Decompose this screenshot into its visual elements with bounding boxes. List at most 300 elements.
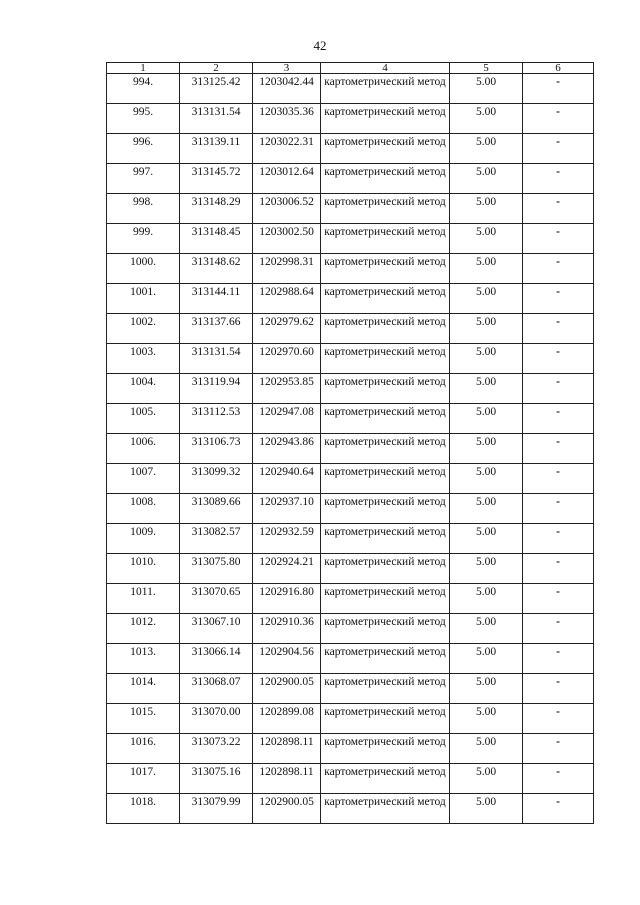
- cell-text: -: [556, 406, 560, 418]
- cell-coordinate-x: [180, 374, 253, 404]
- cell-point-number: [107, 314, 180, 344]
- cell-method: [321, 584, 450, 614]
- cell-method: [321, 674, 450, 704]
- cell-text: 313066.14: [191, 646, 241, 658]
- cell-text: картометрический метод: [324, 736, 446, 748]
- cell-method: [321, 344, 450, 374]
- cell-note: [523, 734, 594, 764]
- cell-accuracy: [450, 554, 523, 584]
- cell-text: -: [556, 706, 560, 718]
- cell-text: 1008.: [130, 496, 156, 508]
- cell-accuracy: [450, 284, 523, 314]
- cell-text: 313125.42: [191, 76, 241, 88]
- table-header-row: [107, 63, 594, 74]
- cell-method: [321, 704, 450, 734]
- cell-coordinate-y: [253, 794, 321, 824]
- cell-point-number: [107, 284, 180, 314]
- cell-text: 5.00: [475, 76, 497, 88]
- column-header: 3: [253, 63, 321, 74]
- cell-text: картометрический метод: [324, 526, 446, 538]
- table-row: [107, 554, 594, 584]
- cell-coordinate-y: [253, 134, 321, 164]
- table-row: [107, 644, 594, 674]
- cell-text: 5.00: [475, 676, 497, 688]
- cell-text: 5.00: [475, 736, 497, 748]
- cell-text: 1005.: [130, 406, 156, 418]
- cell-note: [523, 494, 594, 524]
- cell-text: 1202937.10: [259, 496, 314, 508]
- cell-text: 1203002.50: [259, 226, 314, 238]
- cell-coordinate-y: [253, 284, 321, 314]
- cell-coordinate-y: [253, 164, 321, 194]
- cell-coordinate-x: [180, 494, 253, 524]
- cell-accuracy: [450, 224, 523, 254]
- cell-note: [523, 764, 594, 794]
- cell-text: картометрический метод: [324, 766, 446, 778]
- cell-point-number: [107, 344, 180, 374]
- cell-text: 1202910.36: [259, 616, 314, 628]
- cell-text: -: [556, 376, 560, 388]
- table-row: [107, 194, 594, 224]
- cell-text: картометрический метод: [324, 496, 446, 508]
- cell-text: 5.00: [475, 766, 497, 778]
- table-row: [107, 794, 594, 824]
- cell-text: картометрический метод: [324, 796, 446, 808]
- cell-text: 5.00: [475, 226, 497, 238]
- cell-text: 5.00: [475, 316, 497, 328]
- cell-text: 313145.72: [191, 166, 241, 178]
- cell-text: картометрический метод: [324, 466, 446, 478]
- column-header: 6: [523, 63, 594, 74]
- cell-text: 1202900.05: [259, 676, 314, 688]
- cell-coordinate-x: [180, 794, 253, 824]
- cell-text: 5.00: [475, 166, 497, 178]
- cell-method: [321, 464, 450, 494]
- cell-method: [321, 224, 450, 254]
- cell-text: -: [556, 106, 560, 118]
- cell-note: [523, 674, 594, 704]
- cell-text: картометрический метод: [324, 316, 446, 328]
- cell-text: 5.00: [475, 376, 497, 388]
- cell-text: 1202979.62: [259, 316, 314, 328]
- cell-coordinate-y: [253, 644, 321, 674]
- cell-accuracy: [450, 494, 523, 524]
- table-row: [107, 464, 594, 494]
- cell-point-number: [107, 254, 180, 284]
- table-body: [107, 74, 594, 824]
- cell-text: -: [556, 286, 560, 298]
- cell-method: [321, 554, 450, 584]
- cell-text: 994.: [132, 76, 154, 88]
- cell-note: [523, 194, 594, 224]
- cell-text: -: [556, 736, 560, 748]
- cell-note: [523, 104, 594, 134]
- cell-coordinate-x: [180, 134, 253, 164]
- cell-text: картометрический метод: [324, 436, 446, 448]
- cell-accuracy: [450, 764, 523, 794]
- cell-text: 1006.: [130, 436, 156, 448]
- column-header: 5: [450, 63, 523, 74]
- cell-method: [321, 314, 450, 344]
- cell-coordinate-y: [253, 224, 321, 254]
- cell-coordinate-y: [253, 734, 321, 764]
- cell-text: 1010.: [130, 556, 156, 568]
- cell-text: картометрический метод: [324, 616, 446, 628]
- cell-text: 5.00: [475, 436, 497, 448]
- column-header: 4: [321, 63, 450, 74]
- cell-coordinate-x: [180, 404, 253, 434]
- cell-text: 313068.07: [191, 676, 241, 688]
- table-row: [107, 134, 594, 164]
- cell-coordinate-x: [180, 464, 253, 494]
- cell-method: [321, 104, 450, 134]
- cell-text: -: [556, 256, 560, 268]
- cell-note: [523, 224, 594, 254]
- cell-coordinate-x: [180, 104, 253, 134]
- table-row: [107, 494, 594, 524]
- cell-method: [321, 374, 450, 404]
- page-number: 42: [313, 38, 327, 53]
- cell-coordinate-y: [253, 434, 321, 464]
- cell-text: 1202947.08: [259, 406, 314, 418]
- cell-text: -: [556, 646, 560, 658]
- table-row: [107, 74, 594, 104]
- cell-text: 1015.: [130, 706, 156, 718]
- cell-point-number: [107, 674, 180, 704]
- cell-text: 999.: [132, 226, 154, 238]
- cell-text: 313148.45: [191, 226, 241, 238]
- cell-text: 998.: [132, 196, 154, 208]
- cell-coordinate-x: [180, 674, 253, 704]
- cell-note: [523, 164, 594, 194]
- cell-coordinate-x: [180, 224, 253, 254]
- cell-point-number: [107, 524, 180, 554]
- cell-point-number: [107, 794, 180, 824]
- cell-coordinate-x: [180, 434, 253, 464]
- cell-text: -: [556, 166, 560, 178]
- cell-note: [523, 464, 594, 494]
- cell-accuracy: [450, 584, 523, 614]
- cell-coordinate-y: [253, 194, 321, 224]
- cell-coordinate-x: [180, 524, 253, 554]
- cell-text: 5.00: [475, 706, 497, 718]
- cell-note: [523, 284, 594, 314]
- cell-method: [321, 164, 450, 194]
- cell-text: 313139.11: [191, 136, 241, 148]
- cell-point-number: [107, 464, 180, 494]
- cell-point-number: [107, 494, 180, 524]
- cell-coordinate-x: [180, 554, 253, 584]
- cell-method: [321, 644, 450, 674]
- cell-text: -: [556, 76, 560, 88]
- table-row: [107, 374, 594, 404]
- coordinates-table: [106, 62, 594, 824]
- cell-coordinate-x: [180, 344, 253, 374]
- cell-text: 1202900.05: [259, 796, 314, 808]
- cell-text: 1202932.59: [259, 526, 314, 538]
- cell-text: картометрический метод: [324, 406, 446, 418]
- cell-text: 997.: [132, 166, 154, 178]
- cell-coordinate-y: [253, 344, 321, 374]
- cell-text: -: [556, 496, 560, 508]
- cell-note: [523, 314, 594, 344]
- cell-accuracy: [450, 794, 523, 824]
- cell-point-number: [107, 164, 180, 194]
- cell-point-number: [107, 614, 180, 644]
- cell-point-number: [107, 644, 180, 674]
- cell-text: 313112.53: [191, 406, 241, 418]
- cell-coordinate-x: [180, 254, 253, 284]
- cell-accuracy: [450, 704, 523, 734]
- table-row: [107, 674, 594, 704]
- cell-point-number: [107, 584, 180, 614]
- cell-text: 5.00: [475, 616, 497, 628]
- table-row: [107, 314, 594, 344]
- cell-text: 1203012.64: [259, 166, 314, 178]
- cell-note: [523, 584, 594, 614]
- cell-method: [321, 134, 450, 164]
- cell-accuracy: [450, 614, 523, 644]
- cell-text: 1016.: [130, 736, 156, 748]
- cell-text: 1002.: [130, 316, 156, 328]
- cell-text: 5.00: [475, 346, 497, 358]
- cell-coordinate-y: [253, 674, 321, 704]
- cell-text: -: [556, 466, 560, 478]
- cell-coordinate-x: [180, 644, 253, 674]
- cell-text: картометрический метод: [324, 226, 446, 238]
- cell-text: 313131.54: [191, 346, 241, 358]
- cell-note: [523, 254, 594, 284]
- table-row: [107, 524, 594, 554]
- cell-text: 313075.16: [191, 766, 241, 778]
- cell-accuracy: [450, 194, 523, 224]
- cell-accuracy: [450, 524, 523, 554]
- cell-text: -: [556, 766, 560, 778]
- cell-text: -: [556, 346, 560, 358]
- cell-text: 1202940.64: [259, 466, 314, 478]
- cell-text: -: [556, 226, 560, 238]
- cell-method: [321, 734, 450, 764]
- cell-point-number: [107, 554, 180, 584]
- cell-point-number: [107, 104, 180, 134]
- cell-text: 1000.: [130, 256, 156, 268]
- cell-text: картометрический метод: [324, 556, 446, 568]
- cell-text: 1202988.64: [259, 286, 314, 298]
- table-row: [107, 584, 594, 614]
- cell-note: [523, 134, 594, 164]
- cell-text: 1202998.31: [259, 256, 314, 268]
- cell-text: 1203035.36: [259, 106, 314, 118]
- cell-note: [523, 344, 594, 374]
- cell-text: 1011.: [130, 586, 156, 598]
- cell-coordinate-x: [180, 74, 253, 104]
- table-row: [107, 224, 594, 254]
- cell-accuracy: [450, 644, 523, 674]
- cell-text: картометрический метод: [324, 706, 446, 718]
- cell-text: 1203042.44: [259, 76, 314, 88]
- cell-text: 313099.32: [191, 466, 241, 478]
- cell-text: -: [556, 796, 560, 808]
- table-row: [107, 104, 594, 134]
- cell-accuracy: [450, 734, 523, 764]
- cell-coordinate-y: [253, 764, 321, 794]
- cell-accuracy: [450, 254, 523, 284]
- table-row: [107, 254, 594, 284]
- cell-coordinate-y: [253, 74, 321, 104]
- cell-text: 313106.73: [191, 436, 241, 448]
- cell-point-number: [107, 704, 180, 734]
- cell-point-number: [107, 404, 180, 434]
- cell-accuracy: [450, 464, 523, 494]
- cell-text: картометрический метод: [324, 76, 446, 88]
- cell-accuracy: [450, 104, 523, 134]
- cell-text: -: [556, 616, 560, 628]
- cell-text: -: [556, 436, 560, 448]
- cell-point-number: [107, 374, 180, 404]
- cell-coordinate-y: [253, 404, 321, 434]
- cell-text: 1012.: [130, 616, 156, 628]
- cell-text: 5.00: [475, 406, 497, 418]
- cell-accuracy: [450, 74, 523, 104]
- table-row: [107, 734, 594, 764]
- cell-method: [321, 524, 450, 554]
- cell-text: 5.00: [475, 526, 497, 538]
- cell-text: 313148.62: [191, 256, 241, 268]
- cell-text: картометрический метод: [324, 586, 446, 598]
- cell-coordinate-x: [180, 164, 253, 194]
- cell-text: 1202898.11: [259, 736, 314, 748]
- cell-coordinate-x: [180, 704, 253, 734]
- cell-coordinate-x: [180, 284, 253, 314]
- table-row: [107, 404, 594, 434]
- cell-coordinate-y: [253, 524, 321, 554]
- cell-text: 313137.66: [191, 316, 241, 328]
- column-header: 2: [180, 63, 253, 74]
- cell-text: картометрический метод: [324, 166, 446, 178]
- cell-method: [321, 434, 450, 464]
- cell-text: 1202916.80: [259, 586, 314, 598]
- cell-coordinate-x: [180, 764, 253, 794]
- cell-method: [321, 194, 450, 224]
- cell-text: картометрический метод: [324, 256, 446, 268]
- cell-text: 1004.: [130, 376, 156, 388]
- cell-text: 313075.80: [191, 556, 241, 568]
- cell-text: 5.00: [475, 796, 497, 808]
- cell-text: 5.00: [475, 196, 497, 208]
- cell-text: 5.00: [475, 136, 497, 148]
- cell-text: 5.00: [475, 286, 497, 298]
- cell-coordinate-y: [253, 554, 321, 584]
- cell-coordinate-y: [253, 464, 321, 494]
- cell-accuracy: [450, 404, 523, 434]
- cell-method: [321, 794, 450, 824]
- cell-text: 5.00: [475, 586, 497, 598]
- cell-coordinate-y: [253, 104, 321, 134]
- cell-text: -: [556, 586, 560, 598]
- cell-coordinate-x: [180, 614, 253, 644]
- cell-text: 5.00: [475, 256, 497, 268]
- cell-note: [523, 554, 594, 584]
- table-row: [107, 764, 594, 794]
- cell-text: 313079.99: [191, 796, 241, 808]
- cell-text: 1202904.56: [259, 646, 314, 658]
- cell-text: картометрический метод: [324, 646, 446, 658]
- cell-method: [321, 404, 450, 434]
- cell-accuracy: [450, 164, 523, 194]
- cell-text: 1007.: [130, 466, 156, 478]
- cell-accuracy: [450, 674, 523, 704]
- cell-text: 1003.: [130, 346, 156, 358]
- cell-note: [523, 374, 594, 404]
- table-row: [107, 434, 594, 464]
- cell-text: 1001.: [130, 286, 156, 298]
- cell-text: -: [556, 136, 560, 148]
- table-row: [107, 164, 594, 194]
- cell-text: 313070.00: [191, 706, 241, 718]
- cell-text: 5.00: [475, 646, 497, 658]
- cell-accuracy: [450, 374, 523, 404]
- cell-text: 1202953.85: [259, 376, 314, 388]
- cell-note: [523, 614, 594, 644]
- cell-coordinate-x: [180, 734, 253, 764]
- table-row: [107, 704, 594, 734]
- cell-method: [321, 614, 450, 644]
- cell-text: 1203022.31: [259, 136, 314, 148]
- cell-text: 313082.57: [191, 526, 241, 538]
- cell-text: картометрический метод: [324, 136, 446, 148]
- column-header: 1: [107, 63, 180, 74]
- cell-text: картометрический метод: [324, 346, 446, 358]
- cell-point-number: [107, 224, 180, 254]
- cell-point-number: [107, 194, 180, 224]
- cell-coordinate-y: [253, 584, 321, 614]
- cell-text: -: [556, 676, 560, 688]
- cell-text: 5.00: [475, 496, 497, 508]
- table-row: [107, 614, 594, 644]
- cell-note: [523, 74, 594, 104]
- cell-coordinate-y: [253, 374, 321, 404]
- cell-text: 1202970.60: [259, 346, 314, 358]
- cell-coordinate-y: [253, 314, 321, 344]
- table-row: [107, 284, 594, 314]
- cell-coordinate-x: [180, 194, 253, 224]
- cell-text: 1013.: [130, 646, 156, 658]
- cell-text: картометрический метод: [324, 286, 446, 298]
- cell-text: 1202924.21: [259, 556, 314, 568]
- cell-note: [523, 794, 594, 824]
- cell-coordinate-y: [253, 614, 321, 644]
- cell-point-number: [107, 734, 180, 764]
- cell-accuracy: [450, 134, 523, 164]
- cell-text: 5.00: [475, 556, 497, 568]
- cell-note: [523, 434, 594, 464]
- cell-method: [321, 284, 450, 314]
- cell-text: 313067.10: [191, 616, 241, 628]
- cell-text: 313148.29: [191, 196, 241, 208]
- cell-accuracy: [450, 434, 523, 464]
- cell-method: [321, 74, 450, 104]
- cell-coordinate-y: [253, 254, 321, 284]
- cell-text: -: [556, 556, 560, 568]
- cell-text: 1018.: [130, 796, 156, 808]
- cell-text: 1017.: [130, 766, 156, 778]
- cell-method: [321, 764, 450, 794]
- cell-text: 1014.: [130, 676, 156, 688]
- cell-text: картометрический метод: [324, 196, 446, 208]
- cell-point-number: [107, 74, 180, 104]
- cell-note: [523, 524, 594, 554]
- cell-text: картометрический метод: [324, 106, 446, 118]
